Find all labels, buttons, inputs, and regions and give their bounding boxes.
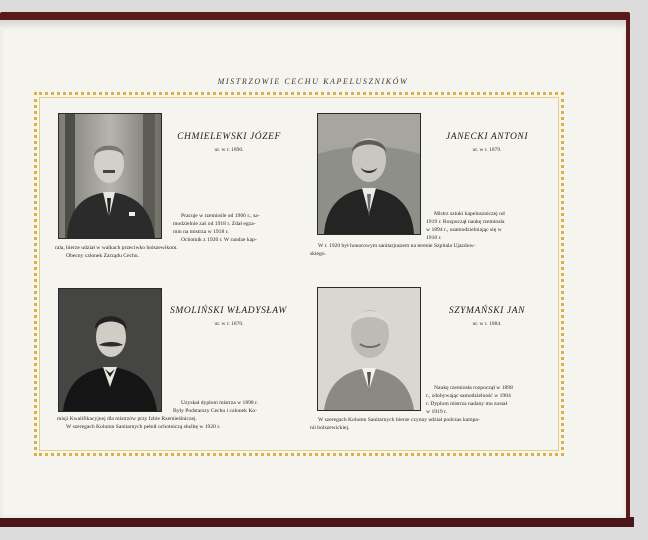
entry-text-line: Pracuje w rzemiośle od 1906 r., sa- (181, 213, 260, 219)
entry-text-line: misji Kwalifikacyjnej dla mistrzów przy Izbie Rzemieślniczej. (57, 416, 197, 422)
portrait-photo-janecki (317, 113, 421, 235)
entry-text-line: Były Podstarszy Cechu i członek Ko- (173, 408, 258, 414)
entry-text-line: Naukę rzemiosła rozpoczął w 1898 (434, 385, 513, 391)
entry-born-szymanski: ur. w r. 1884. (472, 321, 502, 327)
entry-name-janecki: JANECKI ANTONI (445, 132, 529, 142)
entry-text-line: 1919 r. Rozpoczął naukę rzemiosła (426, 219, 505, 225)
entry-text-line: rala, bierze udział w walkach przeciwko bolszewikom. (55, 245, 178, 251)
entry-text-line: skiego. (310, 251, 327, 257)
entry-text-line: Uzyskał dyplom mistrza w 1898 r. (181, 400, 259, 406)
page-fold-shadow (0, 20, 626, 30)
entry-text-line: W szeregach Kolumn Sanitarnych pełnił ochotniczą służbę w 1920 r. (66, 424, 221, 430)
entry-born-chmielewski: ur. w r. 1890. (214, 147, 244, 153)
entry-name-smolinski: SMOLIŃSKI WŁADYSŁAW (170, 306, 287, 316)
portrait-photo-smolinski (58, 288, 162, 412)
entry-text-line: nii bolszewickiej. (310, 425, 350, 431)
entry-born-smolinski: ur. w r. 1870. (214, 321, 244, 327)
entry-text-line: min na mistrza w 1918 r. (173, 229, 229, 235)
entry-name-szymanski: SZYMAŃSKI JAN (448, 306, 526, 316)
entry-name-chmielewski: CHMIELEWSKI JÓZEF (177, 132, 281, 142)
entry-text-line: Ochotnik z 1920 r. W randze kap- (181, 237, 257, 243)
entry-text-line: W szeregach Kolumn Sanitarnych bierze czynny udział podczas kampa- (318, 417, 480, 423)
entry-text-line: W r. 1920 był honorowym sanitarjuszem na terenie Szpitala Ujazdow- (318, 243, 476, 249)
portrait-photo-chmielewski (58, 113, 162, 239)
entry-born-janecki: ur. w r. 1879. (472, 147, 502, 153)
entry-text-line: Obecny członek Zarządu Cechu. (66, 253, 139, 259)
entry-text-line: modzielnie zaś od 1918 r. Zdał egza- (173, 221, 256, 227)
entry-text-line: r., zdobywając samodzielność w 1904 (426, 393, 511, 399)
page-header: MISTRZOWIE CECHU KAPELUSZNIKÓW (217, 77, 409, 86)
entry-text-line: Mistrz sztuki kapeluszniczej od (434, 211, 505, 217)
entry-text-line: r. Dyplom mistrza nadany mu został (426, 401, 508, 407)
portrait-photo-szymanski (317, 287, 421, 411)
entry-text-line: 1910 r. (426, 235, 442, 241)
entry-text-line: w 1894 r., usamodzielniając się w (426, 227, 502, 233)
album-cover-edge (0, 517, 634, 527)
entry-text-line: w 1919 r. (426, 409, 447, 415)
